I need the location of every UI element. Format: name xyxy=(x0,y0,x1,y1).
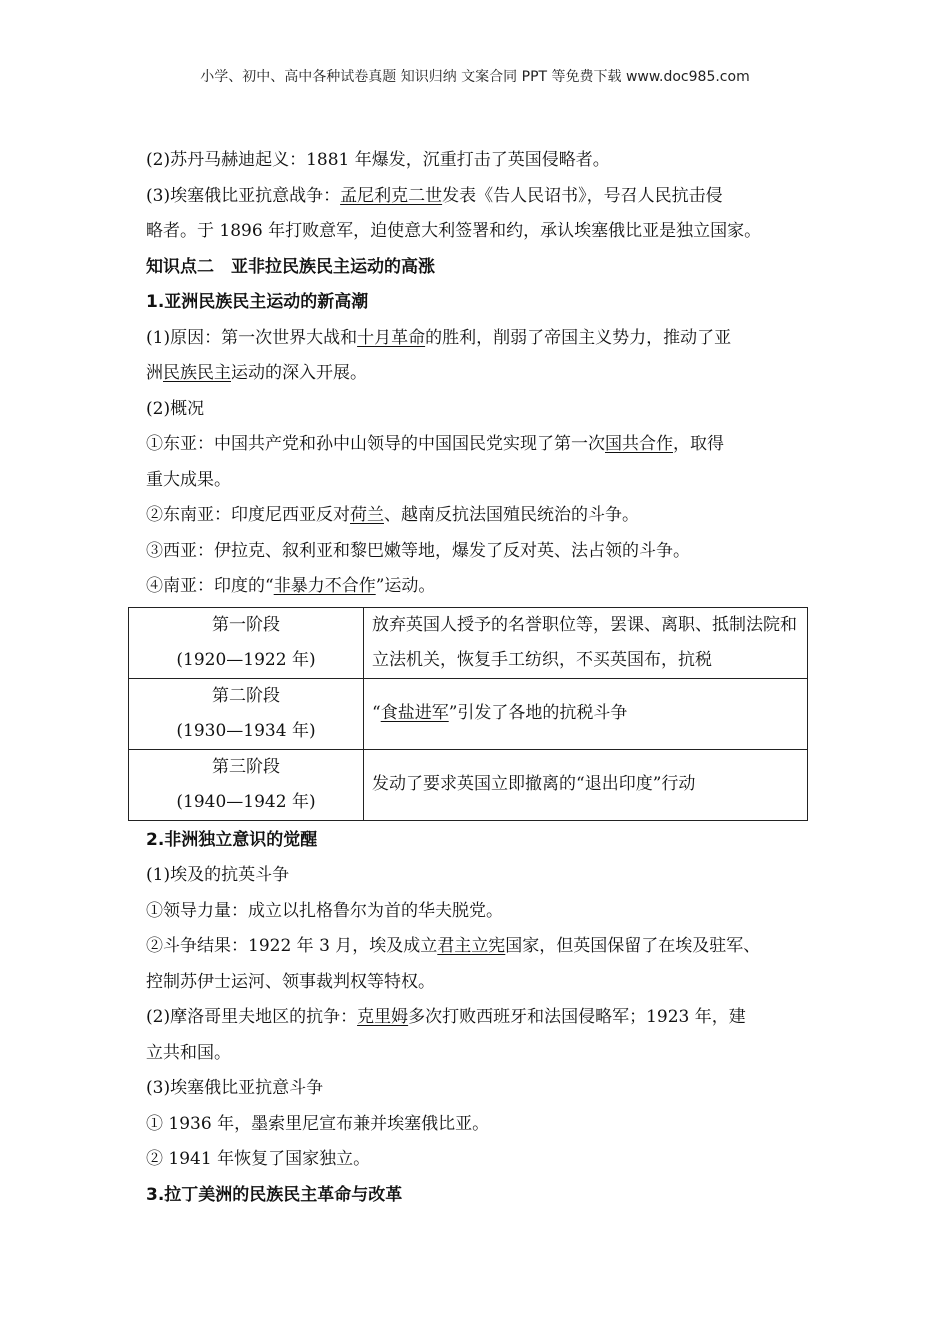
paragraph: ① 1936 年，墨索里尼宣布兼并埃塞俄比亚。 xyxy=(146,1113,490,1134)
paragraph: ①东亚：中国共产党和孙中山领导的中国国民党实现了第一次国共合作，取得 xyxy=(146,434,724,454)
section-heading: 知识点二 亚非拉民族民主运动的高涨 xyxy=(146,256,435,277)
india-stages-table xyxy=(128,607,808,821)
paragraph: ② 1941 年恢复了国家独立。 xyxy=(146,1149,371,1169)
underlined-term: 君主立宪 xyxy=(437,936,506,956)
underlined-term: 荷兰 xyxy=(350,505,384,525)
paragraph: (2)概况 xyxy=(146,398,205,419)
paragraph: ④南亚：印度的“非暴力不合作”运动。 xyxy=(146,576,436,596)
paragraph: ①领导力量：成立以扎格鲁尔为首的华夫脱党。 xyxy=(146,900,503,921)
paragraph: (1)原因：第一次世界大战和十月革命的胜利，削弱了帝国主义势力，推动了亚 xyxy=(146,327,732,348)
paragraph: 立共和国。 xyxy=(146,1042,231,1063)
paragraph: 略者。于 1896 年打败意军，迫使意大利签署和约，承认埃塞俄比亚是独立国家。 xyxy=(146,221,762,241)
underlined-term: 食盐进军 xyxy=(380,703,449,723)
stage-cell: 第二阶段 (1930—1934 年) xyxy=(129,678,364,749)
underlined-term: 国共合作 xyxy=(605,434,673,454)
paragraph: (1)埃及的抗英斗争 xyxy=(146,865,290,885)
paragraph: 重大成果。 xyxy=(146,469,231,490)
document-body xyxy=(146,143,826,1213)
paragraph: (2)苏丹马赫迪起义：1881 年爆发，沉重打击了英国侵略者。 xyxy=(146,150,610,170)
stage-cell: 第一阶段 (1920—1922 年) xyxy=(129,607,364,678)
paragraph: (2)摩洛哥里夫地区的抗争：克里姆多次打败西班牙和法国侵略军；1923 年，建 xyxy=(146,1007,746,1027)
table-row xyxy=(129,678,808,749)
paragraph: (3)埃塞俄比亚抗意斗争 xyxy=(146,1078,324,1098)
subsection-heading: 3.拉丁美洲的民族民主革命与改革 xyxy=(146,1184,403,1205)
description-cell: 放弃英国人授予的名誉职位等，罢课、离职、抵制法院和立法机关，恢复手工纺织，不买英国布，抗税 xyxy=(364,607,808,678)
underlined-term: 克里姆 xyxy=(357,1007,409,1027)
underlined-term: 非暴力不合作 xyxy=(273,576,376,596)
paragraph: (3)埃塞俄比亚抗意战争：孟尼利克二世发表《告人民诏书》，号召人民抗击侵 xyxy=(146,185,723,206)
table-row xyxy=(129,607,808,678)
paragraph: 洲民族民主运动的深入开展。 xyxy=(146,363,367,383)
paragraph: ③西亚：伊拉克、叙利亚和黎巴嫩等地，爆发了反对英、法占领的斗争。 xyxy=(146,540,690,561)
subsection-heading: 2.非洲独立意识的觉醒 xyxy=(146,829,318,850)
paragraph: ②东南亚：印度尼西亚反对荷兰、越南反抗法国殖民统治的斗争。 xyxy=(146,505,639,525)
table-row xyxy=(129,749,808,820)
paragraph: 控制苏伊士运河、领事裁判权等特权。 xyxy=(146,971,435,992)
underlined-term: 民族民主 xyxy=(163,363,231,383)
paragraph: ②斗争结果：1922 年 3 月，埃及成立君主立宪国家，但英国保留了在埃及驻军、 xyxy=(146,936,761,956)
underlined-term: 孟尼利克二世 xyxy=(340,185,443,206)
subsection-heading: 1.亚洲民族民主运动的新高潮 xyxy=(146,292,369,312)
page-header: 小学、初中、高中各种试卷真题 知识归纳 文案合同 PPT 等免费下载 www.doc985.com xyxy=(200,69,750,85)
underlined-term: 十月革命 xyxy=(357,327,426,348)
description-cell: “食盐进军”引发了各地的抗税斗争 xyxy=(364,678,808,749)
description-cell: 发动了要求英国立即撤离的“退出印度”行动 xyxy=(364,749,808,820)
stage-cell: 第三阶段 (1940—1942 年) xyxy=(129,749,364,820)
